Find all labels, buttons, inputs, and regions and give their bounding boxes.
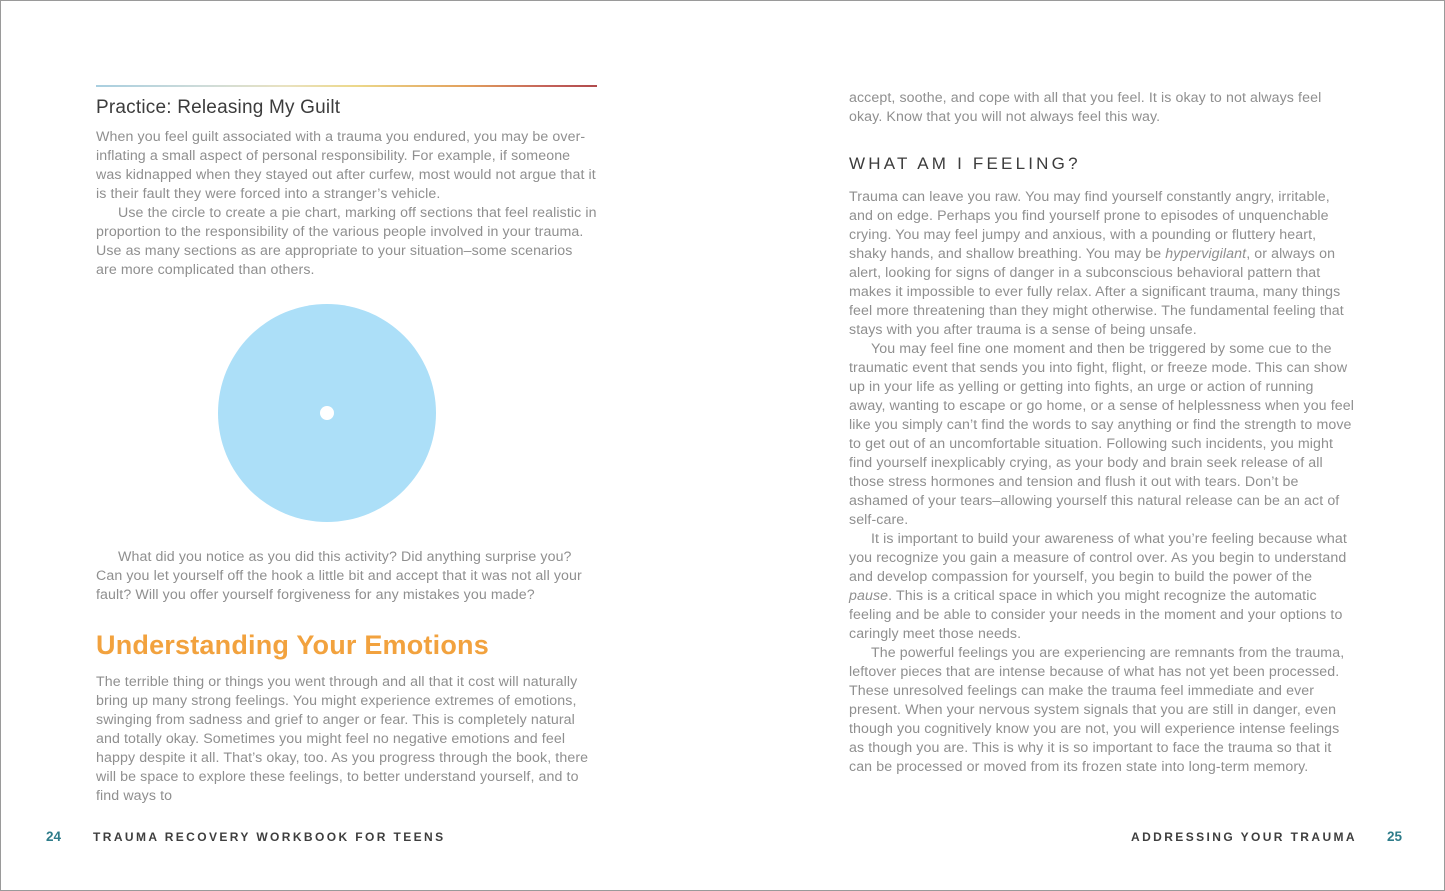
paragraph-guilt-intro: When you feel guilt associated with a trauma you endured, you may be over-inflating a small aspect of personal responsibility. For example, if someone was kidnapped when they stayed out after curfew, most would not argue that it is their fault they were forced into a stranger’s vehicle.	[96, 129, 596, 202]
footer-left	[46, 829, 446, 844]
italic-term-pause: pause	[849, 588, 889, 604]
section-heading-understanding-emotions: Understanding Your Emotions	[96, 630, 489, 660]
text-segment: It is important to build your awareness of what you’re feeling because what you recognize you gain a measure of control over. As you begin to understand and develop compassion for yourself, you begin to build the power of the	[849, 531, 1347, 585]
footer-right	[1131, 829, 1402, 844]
book-running-title: TRAUMA RECOVERY WORKBOOK FOR TEENS	[93, 830, 446, 844]
paragraph-continuation: accept, soothe, and cope with all that you feel. It is okay to not always feel okay. Know that you will not always feel this way.	[849, 90, 1322, 125]
italic-term-hypervigilant: hypervigilant	[1165, 246, 1247, 262]
paragraph-reflection-questions: What did you notice as you did this activity? Did anything surprise you? Can you let yourself off the hook a little bit and accept that it was not all your fault? Will you offer yourself forgiveness for any mistakes you made?	[96, 549, 582, 603]
page-number-right: 25	[1386, 829, 1402, 844]
chapter-running-title: ADDRESSING YOUR TRAUMA	[1131, 830, 1357, 844]
text-segment: . This is a critical space in which you might recognize the automatic feeling and be able to consider your needs in the moment and your options to caringly meet those needs.	[849, 588, 1343, 642]
page-number-left: 24	[46, 829, 62, 844]
paragraph-feeling	[849, 188, 1354, 340]
page-right	[849, 89, 1354, 777]
text-segment: , or always on alert, looking for signs of danger in a subconscious behavioral pattern that makes it impossible to ever fully relax. After a significant trauma, many things feel more threatening than they might otherwise. The fundamental feeling that stays with you after trauma is a sense of being unsafe.	[849, 246, 1344, 338]
paragraph-emotions: The terrible thing or things you went through and all that it cost will naturally bring up many strong feelings. You might experience extremes of emotions, swinging from sadness and grief to anger or fear. This is completely natural and totally okay. Sometimes you might feel no negative emotions and feel happy despite it all. That’s okay, too. As you progress through the book, there will be space to explore these feelings, to better understand yourself, and to find ways to	[96, 674, 589, 804]
section-heading-what-am-i-feeling: WHAT AM I FEELING?	[849, 154, 1081, 173]
pie-chart-area	[218, 304, 436, 522]
circle-center-dot	[320, 406, 334, 420]
paragraph-remnants: The powerful feelings you are experiencing are remnants from the trauma, leftover pieces that are intense because of what has not yet been processed. These unresolved feelings can make the trauma feel immediate and ever present. When your nervous system signals that you are still in danger, even though you cognitively know you are not, you will experience intense feelings as though you are. This is why it is so important to face the trauma so that it can be processed or moved from its frozen state into long-term memory.	[849, 645, 1345, 775]
gradient-rule	[96, 85, 597, 87]
pie-chart-circle	[218, 304, 436, 522]
paragraph-triggered: You may feel fine one moment and then be triggered by some cue to the traumatic event that sends you into fight, flight, or freeze mode. This can show up in your life as yelling or getting into fights, an urge or action of running away, wanting to escape or go home, or a sense of helplessness when you feel like you simply can’t find the words to say anything or find the strength to move to get out of an uncomfortable situation. Following such incidents, you might find yourself inexplicably crying, as your body and brain seek release of all those stress hormones and tension and flush it out with tears. Don’t be ashamed of your tears–allowing yourself this natural release can be an act of self-care.	[849, 341, 1354, 528]
text-segment: Trauma can leave you raw. You may find yourself constantly angry, irritable, and on edge. Perhaps you find yourself prone to episodes of unquenchable crying. You may feel jumpy and anxious, with a pounding or fluttery heart, shaky hands, and shallow breathing. You may be	[849, 189, 1330, 262]
paragraph-awareness	[849, 530, 1354, 644]
page-left	[96, 85, 597, 806]
paragraph-pie-instructions: Use the circle to create a pie chart, marking off sections that feel realistic in proportion to the responsibility of the various people involved in your trauma. Use as many sections as are appropriate to your situation–some scenarios are more complicated than others.	[96, 205, 597, 278]
practice-heading: Practice: Releasing My Guilt	[96, 97, 341, 118]
